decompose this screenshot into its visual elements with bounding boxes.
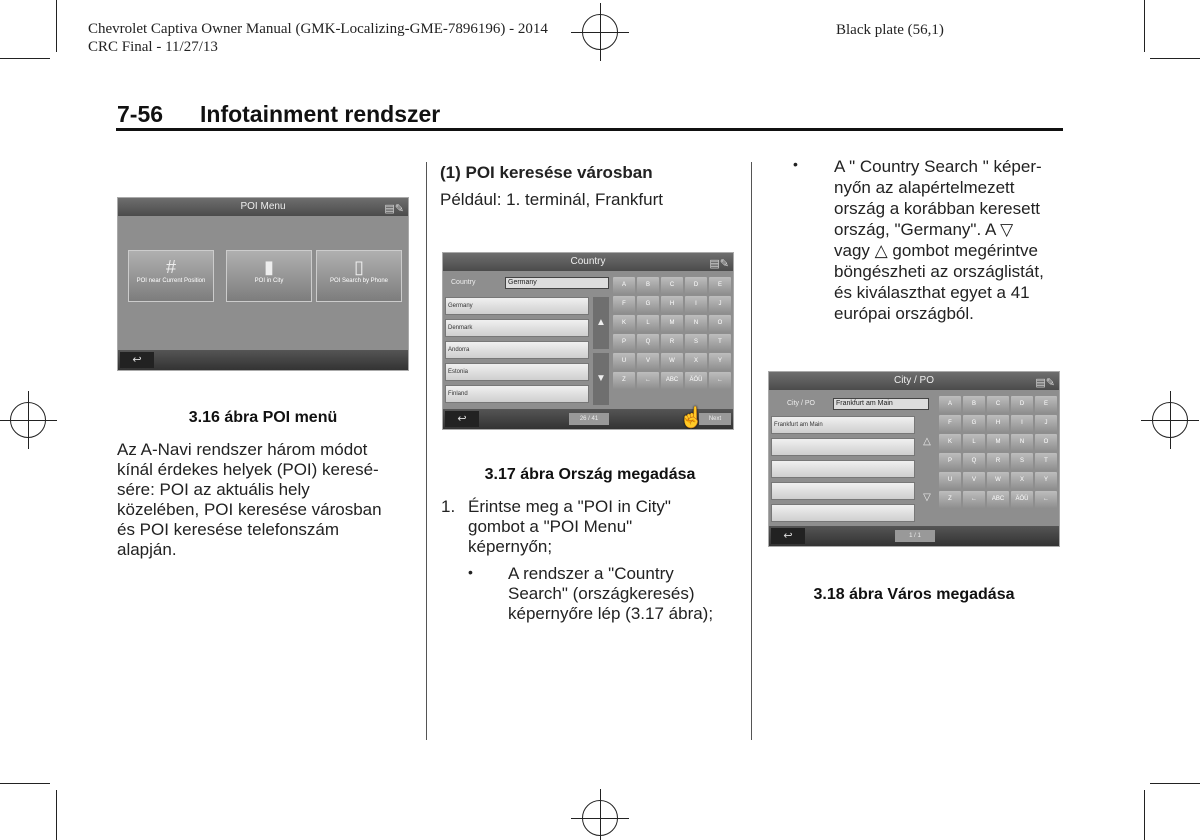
sub-bullet-text — [508, 564, 738, 624]
text-line: vagy △ gombot megérintve — [834, 241, 1038, 260]
list-item[interactable] — [771, 438, 915, 456]
keyboard-key[interactable]: T — [709, 334, 731, 351]
title-rule — [116, 128, 1063, 131]
text-line: sére: POI az aktuális hely — [117, 480, 310, 499]
text-line: kínál érdekes helyek (POI) keresé- — [117, 460, 379, 479]
text-line: böngészheti az országlistát, — [834, 262, 1044, 281]
text-line: A " Country Search " képer- — [834, 157, 1042, 176]
back-button[interactable]: ↩ — [771, 528, 805, 544]
field-label: Country — [451, 279, 476, 286]
phone-icon: ▯ — [354, 257, 364, 277]
keyboard-key[interactable]: Q — [637, 334, 659, 351]
list-item[interactable] — [771, 482, 915, 500]
page-counter: 26 / 41 — [569, 413, 609, 425]
keyboard-key[interactable]: J — [709, 296, 731, 313]
crop-mark — [0, 783, 50, 784]
figure-caption: 3.17 ábra Ország megadása — [484, 466, 696, 483]
text-line: és kiválaszthat egyet a 41 — [834, 283, 1030, 302]
keyboard-key[interactable]: L — [637, 315, 659, 332]
registration-mark — [582, 800, 618, 836]
keyboard-key[interactable]: N — [1011, 434, 1033, 451]
crop-mark — [56, 790, 57, 840]
keyboard-key[interactable]: C — [661, 277, 683, 294]
scroll-up-button[interactable]: △ — [919, 416, 935, 468]
keyboard-key[interactable]: R — [661, 334, 683, 351]
header-line-1: Chevrolet Captiva Owner Manual (GMK-Localizing-GME-7896196) - 2014 — [88, 21, 548, 37]
text-line: képernyőre lép (3.17 ábra); — [508, 604, 714, 623]
keyboard-key[interactable]: R — [987, 453, 1009, 470]
keyboard-key[interactable]: ÄÖÜ — [1011, 491, 1033, 508]
text-line: és POI keresése telefonszám — [117, 520, 340, 539]
keyboard-key[interactable]: A — [939, 396, 961, 413]
keyboard-key[interactable]: S — [685, 334, 707, 351]
scroll-down-button[interactable]: ▼ — [593, 353, 609, 405]
text-line: A rendszer a "Country — [508, 564, 674, 583]
keyboard-key[interactable]: U — [613, 353, 635, 370]
screen-titlebar — [443, 253, 733, 271]
keyboard-key[interactable]: S — [1011, 453, 1033, 470]
keyboard-key[interactable]: W — [661, 353, 683, 370]
keyboard-key[interactable]: Z — [613, 372, 635, 389]
keyboard — [939, 396, 1057, 508]
page-number: 7-56 — [117, 101, 164, 127]
bullet-text — [834, 156, 1069, 324]
column-divider — [751, 162, 752, 740]
keyboard-key[interactable]: C — [987, 396, 1009, 413]
keyboard-key[interactable]: H — [987, 415, 1009, 432]
keyboard-key[interactable]: V — [963, 472, 985, 489]
poi-near-position-button[interactable] — [128, 250, 214, 302]
step-text — [468, 497, 728, 557]
text-line: Search" (országkeresés) — [508, 584, 695, 603]
text-line: alapján. — [117, 540, 177, 559]
keyboard-key[interactable]: O — [709, 315, 731, 332]
plate-label: Black plate (56,1) — [836, 22, 944, 38]
keyboard-key[interactable]: X — [685, 353, 707, 370]
keyboard-key[interactable]: D — [1011, 396, 1033, 413]
keyboard-key[interactable]: Q — [963, 453, 985, 470]
list-item[interactable]: Frankfurt am Main — [771, 416, 915, 434]
list-item[interactable] — [771, 504, 915, 522]
crop-mark — [56, 0, 57, 52]
keyboard-key[interactable]: E — [1035, 396, 1057, 413]
text-line: ország, "Germany". A ▽ — [834, 220, 1014, 239]
tile-label: POI in City — [254, 278, 284, 284]
crop-mark — [1150, 58, 1200, 59]
list-item[interactable]: Andorra — [445, 341, 589, 359]
text-line: gombot a "POI Menu" — [468, 517, 633, 536]
crop-mark — [0, 58, 50, 59]
keyboard-key[interactable]: L — [963, 434, 985, 451]
field-label: City / PO — [787, 400, 816, 407]
example-text: Például: 1. terminál, Frankfurt — [440, 190, 663, 209]
figure-caption: 3.16 ábra POI menü — [188, 409, 338, 426]
page-counter: 1 / 1 — [895, 530, 935, 542]
keyboard-key[interactable]: Y — [1035, 472, 1057, 489]
registration-mark — [1152, 402, 1188, 438]
keyboard-key[interactable]: F — [613, 296, 635, 313]
keyboard-key[interactable]: P — [939, 453, 961, 470]
list-item[interactable]: Germany — [445, 297, 589, 315]
keyboard-key[interactable]: B — [637, 277, 659, 294]
keyboard-key[interactable]: N — [685, 315, 707, 332]
keyboard-key[interactable]: ABC — [661, 372, 683, 389]
keyboard-key[interactable]: ABC — [987, 491, 1009, 508]
keyboard-key[interactable]: V — [637, 353, 659, 370]
keyboard-key[interactable]: ← — [963, 491, 985, 508]
keyboard-key[interactable]: O — [1035, 434, 1057, 451]
tile-label: POI Search by Phone — [329, 278, 389, 284]
keyboard-key[interactable]: Y — [709, 353, 731, 370]
keyboard-key[interactable]: D — [685, 277, 707, 294]
keyboard-key[interactable]: H — [661, 296, 683, 313]
keyboard — [613, 277, 731, 389]
keyboard-key[interactable]: ← — [709, 372, 731, 389]
scroll-down-button[interactable]: ▽ — [919, 472, 935, 524]
column-divider — [426, 162, 427, 740]
screen-title: POI Menu — [240, 201, 286, 212]
list-item[interactable]: Finland — [445, 385, 589, 403]
text-line: európai országból. — [834, 304, 974, 323]
text-line: közelében, POI keresése városban — [117, 500, 382, 519]
list-item[interactable]: Estonia — [445, 363, 589, 381]
registration-mark — [582, 14, 618, 50]
text-line: ország a korábban keresett — [834, 199, 1041, 218]
text-line: Az A-Navi rendszer három módot — [117, 440, 368, 459]
keyboard-key[interactable]: X — [1011, 472, 1033, 489]
keyboard-key[interactable]: I — [685, 296, 707, 313]
crop-mark — [1150, 783, 1200, 784]
figure-caption: 3.18 ábra Város megadása — [813, 586, 1015, 603]
text-line: Érintse meg a "POI in City" — [468, 497, 671, 516]
text-line: nyőn az alapértelmezett — [834, 178, 1015, 197]
next-button[interactable]: Next — [699, 413, 731, 425]
keyboard-key[interactable]: I — [1011, 415, 1033, 432]
keyboard-key[interactable]: E — [709, 277, 731, 294]
crop-mark — [1144, 790, 1145, 840]
figure-city-search — [768, 371, 1060, 547]
settings-icon: ▤✎ — [384, 203, 404, 215]
registration-mark — [10, 402, 46, 438]
header-line-2: CRC Final - 11/27/13 — [88, 39, 218, 55]
keyboard-key[interactable]: M — [987, 434, 1009, 451]
crop-mark — [1144, 0, 1145, 52]
keyboard-key[interactable]: W — [987, 472, 1009, 489]
keyboard-key[interactable]: A — [613, 277, 635, 294]
subsection-heading: (1) POI keresése városban — [440, 163, 653, 182]
scroll-up-button[interactable]: ▲ — [593, 297, 609, 349]
building-icon: ▮ — [264, 257, 274, 277]
body-paragraph — [117, 440, 417, 560]
screen-bottombar — [118, 350, 408, 370]
keyboard-key[interactable]: ← — [637, 372, 659, 389]
bullet: • — [468, 564, 473, 580]
keyboard-key[interactable]: K — [939, 434, 961, 451]
settings-icon: ▤✎ — [709, 258, 729, 270]
city-input[interactable]: Frankfurt am Main — [833, 398, 929, 410]
back-button[interactable]: ↩ — [445, 411, 479, 427]
step-number: 1. — [441, 497, 456, 516]
keyboard-key[interactable]: K — [613, 315, 635, 332]
section-title: Infotainment rendszer — [200, 101, 441, 127]
keyboard-key[interactable]: F — [939, 415, 961, 432]
running-header — [88, 20, 548, 56]
back-button[interactable]: ↩ — [120, 352, 154, 368]
bullet: • — [793, 156, 798, 172]
grid-icon: # — [165, 257, 176, 277]
tile-label: POI near Current Position — [136, 278, 206, 284]
keyboard-key[interactable]: M — [661, 315, 683, 332]
keyboard-key[interactable]: G — [637, 296, 659, 313]
screen-title: City / PO — [893, 375, 934, 386]
screen-title: Country — [570, 256, 606, 267]
figure-country-search — [442, 252, 734, 430]
screen-bottombar — [769, 526, 1059, 546]
screen-titlebar — [769, 372, 1059, 390]
keyboard-key[interactable]: T — [1035, 453, 1057, 470]
settings-icon: ▤✎ — [1035, 377, 1055, 389]
keyboard-key[interactable]: ← — [1035, 491, 1057, 508]
keyboard-key[interactable]: B — [963, 396, 985, 413]
keyboard-key[interactable]: P — [613, 334, 635, 351]
figure-poi-menu — [117, 197, 409, 371]
keyboard-key[interactable]: ÄÖÜ — [685, 372, 707, 389]
keyboard-key[interactable]: J — [1035, 415, 1057, 432]
hand-pointer-icon: ☝ — [679, 407, 704, 429]
country-input[interactable]: Germany — [505, 277, 609, 289]
text-line: képernyőn; — [468, 537, 553, 556]
poi-in-city-button[interactable] — [226, 250, 312, 302]
poi-by-phone-button[interactable] — [316, 250, 402, 302]
keyboard-key[interactable]: U — [939, 472, 961, 489]
list-item[interactable]: Denmark — [445, 319, 589, 337]
keyboard-key[interactable]: G — [963, 415, 985, 432]
list-item[interactable] — [771, 460, 915, 478]
screen-titlebar — [118, 198, 408, 216]
keyboard-key[interactable]: Z — [939, 491, 961, 508]
